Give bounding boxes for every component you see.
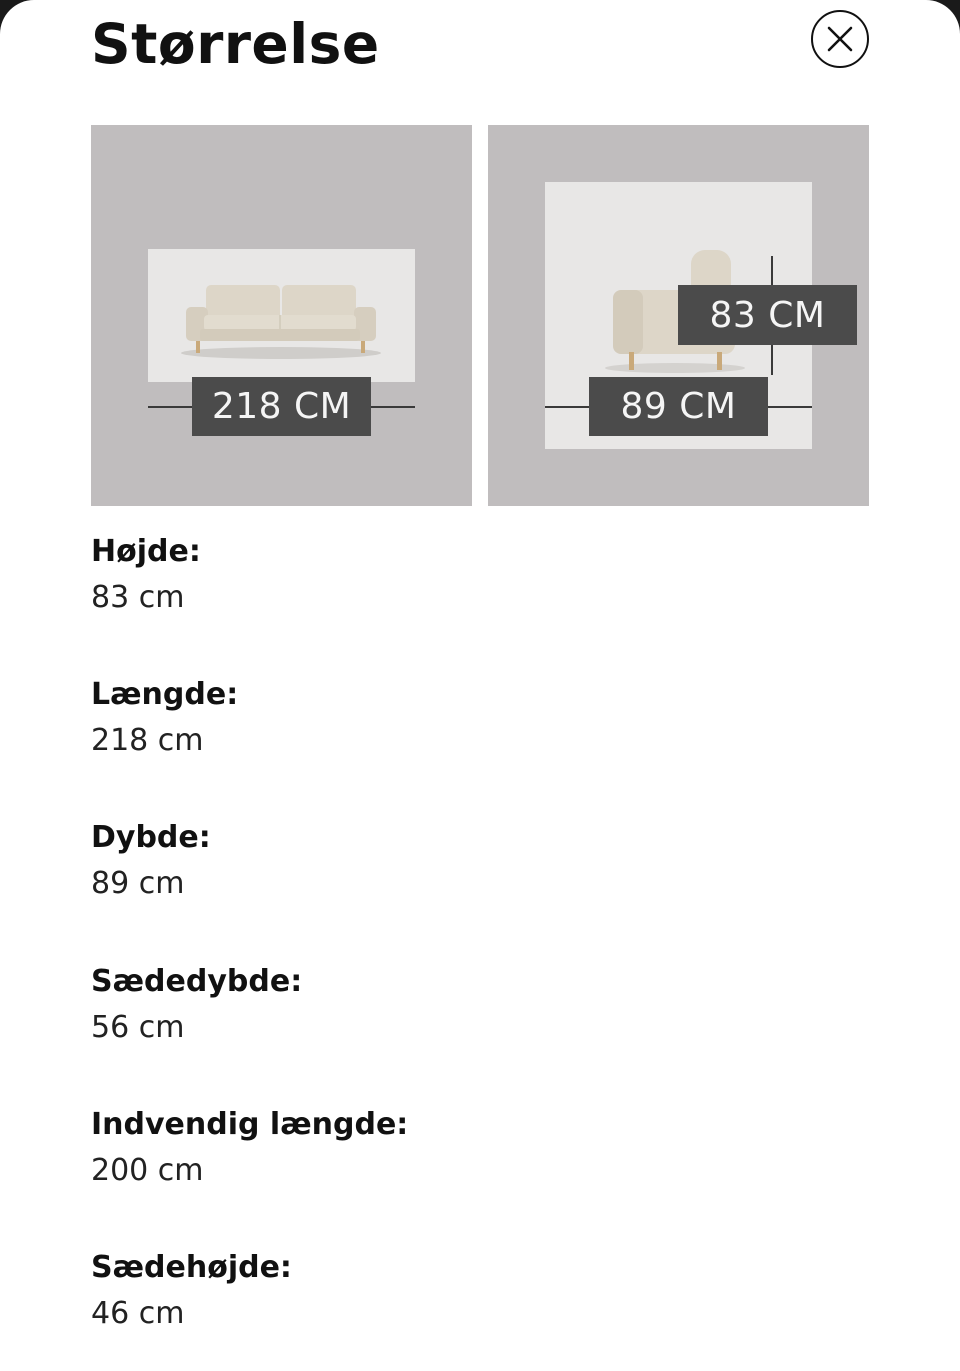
- height-dimension-label: 83 CM: [678, 285, 857, 345]
- sofa-front-illustration: [148, 249, 415, 382]
- spec-label: Højde:: [91, 534, 201, 569]
- spec-label: Sædehøjde:: [91, 1250, 292, 1285]
- spec-inner-length: [91, 1103, 408, 1195]
- spec-value: 89 cm: [91, 866, 185, 901]
- spec-label: Dybde:: [91, 820, 211, 855]
- spec-label: Længde:: [91, 677, 239, 712]
- close-icon: [825, 24, 855, 54]
- spec-value: 200 cm: [91, 1153, 204, 1188]
- side-view-image: [488, 125, 869, 506]
- spec-value: 218 cm: [91, 723, 204, 758]
- spec-seat-depth: [91, 960, 302, 1052]
- dialog-title: Størrelse: [91, 12, 380, 76]
- width-dimension-label: 218 CM: [192, 377, 371, 436]
- spec-seat-height: [91, 1246, 292, 1338]
- spec-value: 56 cm: [91, 1010, 185, 1045]
- close-button[interactable]: [811, 10, 869, 68]
- spec-value: 83 cm: [91, 580, 185, 615]
- spec-length: [91, 673, 238, 765]
- sofa-front-photo: [148, 249, 415, 382]
- depth-dimension-label: 89 CM: [589, 377, 768, 436]
- spec-label: Sædedybde:: [91, 964, 303, 999]
- front-view-image: [91, 125, 472, 506]
- spec-height: [91, 530, 201, 622]
- spec-label: Indvendig længde:: [91, 1107, 409, 1142]
- spec-depth: [91, 816, 211, 908]
- spec-value: 46 cm: [91, 1296, 185, 1331]
